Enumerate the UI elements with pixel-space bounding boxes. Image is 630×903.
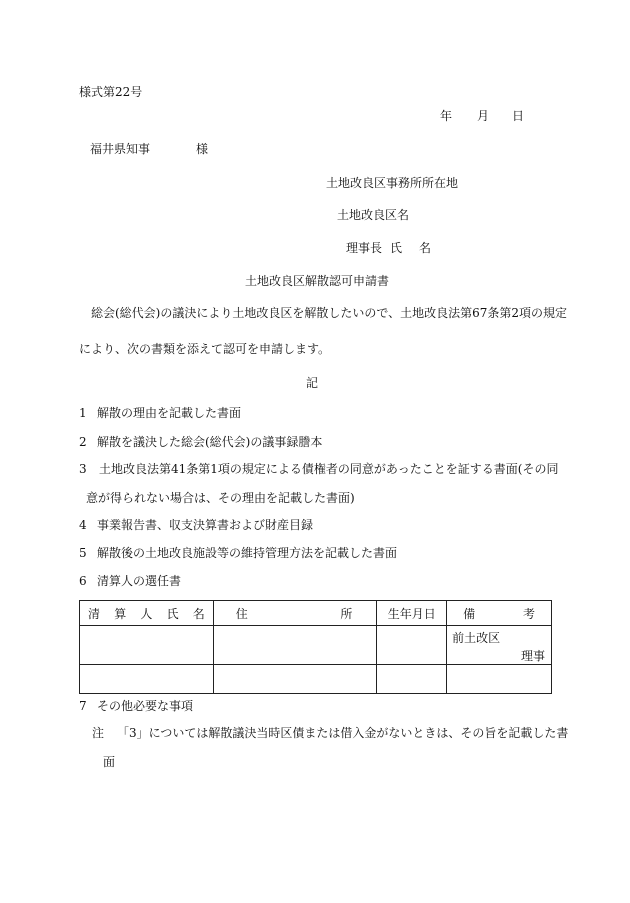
item-5-number: 5 [79, 546, 87, 560]
table-header-row [80, 601, 552, 626]
remark-director: 理事 [520, 649, 545, 663]
item-3-text: 土地改良法第41条第1項の規定による債権者の同意があったことを証する書面(その同 [99, 462, 559, 476]
office-address-label: 土地改良区事務所所在地 [326, 176, 459, 190]
item-2-number: 2 [79, 435, 87, 449]
district-name-label: 土地改良区名 [337, 208, 410, 222]
note-continuation: 面 [103, 755, 116, 769]
item-6-text: 清算人の選任書 [97, 574, 182, 588]
cell-remarks[interactable] [447, 626, 552, 665]
date-day: 日 [512, 109, 525, 123]
header-liquidator-name: 清 算 人 氏 名 [80, 601, 214, 626]
table-row [80, 626, 552, 665]
cell-birth-date[interactable] [377, 626, 447, 665]
item-3-continuation: 意が得られない場合は、その理由を記載した書面) [86, 491, 355, 505]
form-number: 様式第22号 [79, 85, 143, 99]
remark-former-district: 前土改区 [452, 631, 501, 645]
chair-shi: 氏 [390, 241, 403, 255]
document-title: 土地改良区解散認可申請書 [245, 274, 390, 288]
table-row [80, 665, 552, 694]
cell-name[interactable] [80, 626, 214, 665]
header-birth-date: 生年月日 [377, 601, 447, 626]
cell-remarks[interactable] [447, 665, 552, 694]
cell-birth-date[interactable] [377, 665, 447, 694]
body-line-1: 総会(総代会)の議決により土地改良区を解散したいので、土地改良法第67条第2項の規定 [91, 306, 568, 320]
addressee-honorific: 様 [196, 142, 209, 156]
chair-title: 理事長 [346, 241, 383, 255]
header-address: 住 所 [213, 601, 377, 626]
item-3-number: 3 [79, 462, 87, 476]
header-remarks: 備 考 [447, 601, 552, 626]
item-6-number: 6 [79, 574, 87, 588]
body-line-2: により、次の書類を添えて認可を申請します。 [79, 342, 331, 356]
item-7-text: その他必要な事項 [97, 699, 194, 713]
item-5-text: 解散後の土地改良施設等の維持管理方法を記載した書面 [97, 546, 398, 560]
cell-name[interactable] [80, 665, 214, 694]
liquidator-table [79, 600, 552, 694]
item-2-text: 解散を議決した総会(総代会)の議事録謄本 [97, 435, 323, 449]
date-month: 月 [477, 109, 490, 123]
cell-address[interactable] [213, 665, 377, 694]
item-4-text: 事業報告書、収支決算書および財産目録 [97, 518, 314, 532]
chair-mei: 名 [419, 241, 432, 255]
ki-heading: 記 [306, 376, 319, 390]
date-year: 年 [440, 109, 453, 123]
cell-address[interactable] [213, 626, 377, 665]
item-4-number: 4 [79, 518, 87, 532]
item-1-number: 1 [79, 406, 87, 420]
item-1-text: 解散の理由を記載した書面 [97, 406, 242, 420]
note-text: 「3」については解散議決当時区債または借入金がないときは、その旨を記載した書 [117, 726, 569, 740]
item-7-number: 7 [79, 699, 87, 713]
addressee-name: 福井県知事 [90, 142, 151, 156]
note-label: 注 [92, 726, 105, 740]
